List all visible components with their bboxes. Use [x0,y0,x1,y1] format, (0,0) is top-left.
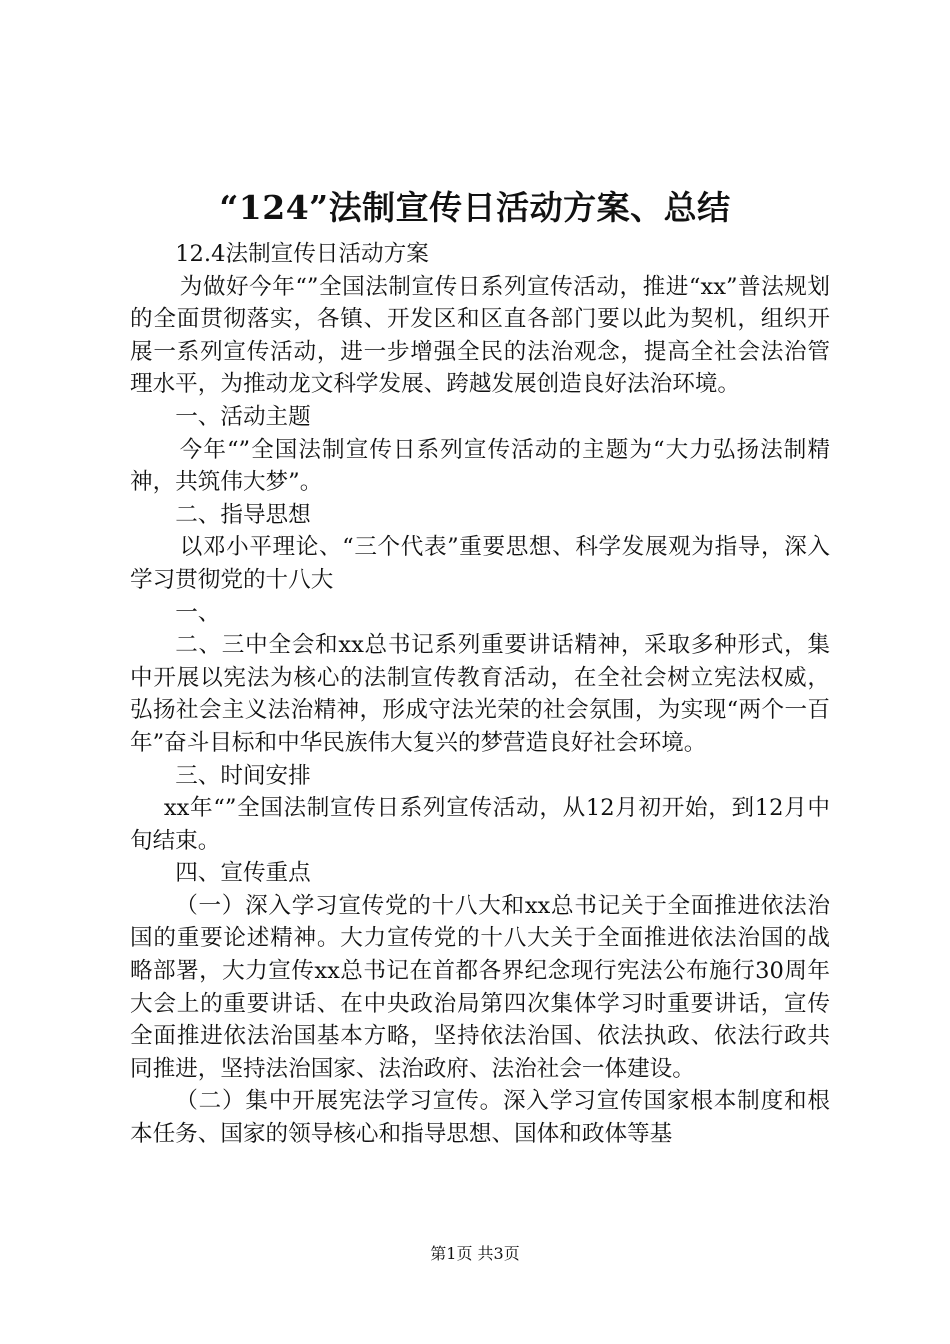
document-title: “124”法制宣传日活动方案、总结 [219,188,731,227]
paragraph-focus-one: （一）深入学习宣传党的十八大和xx总书记关于全面推进依法治国的重要论述精神。大力宣传党的十八大关于全面推进依法治国的战略部署，大力宣传xx总书记在首都各界纪念现行宪法公布施行30周年大会上的重要讲话、在中央政治局第四次集体学习时重要讲话，宣传全面推进依法治国基本方略，坚持依法治国、依法执政、依法行政共同推进，坚持法治国家、法治政府、法治社会一体建设。 [130,892,830,1082]
section-heading-theme: 一、活动主题 [175,403,311,430]
section-heading-schedule: 三、时间安排 [175,762,311,789]
paragraph-theme: 今年“”全国法制宣传日系列宣传活动的主题为“大力弘扬法制精神，共筑伟大梦”。 [130,436,830,496]
page-footer: 第1页 共3页 [430,1244,520,1263]
document-body [130,238,830,1151]
paragraph-guidance: 以邓小平理论、“三个代表”重要思想、科学发展观为指导，深入学习贯彻党的十八大 [130,534,830,593]
paragraph-guidance-continued: 二、三中全会和xx总书记系列重要讲话精神，采取多种形式，集中开展以宪法为核心的法制宣传教育活动，在全社会树立宪法权威，弘扬社会主义法治精神，形成守法光荣的社会氛围，为实现“两个一百年”奋斗目标和中华民族伟大复兴的梦营造良好社会环境。 [130,632,830,756]
section-heading-guidance: 二、指导思想 [175,501,311,528]
section-heading-focus: 四、宣传重点 [175,860,311,887]
paragraph-intro: 为做好今年“”全国法制宣传日系列宣传活动，推进“xx”普法规划的全面贯彻落实，各镇、开发区和区直各部门要以此为契机，组织开展一系列宣传活动，进一步增强全民的法治观念，提高全社会法治管理水平，为推动龙文科学发展、跨越发展创造良好法治环境。 [130,273,830,398]
paragraph-fragment: 一、 [175,599,221,626]
paragraph-focus-two: （二）集中开展宪法学习宣传。深入学习宣传国家根本制度和根本任务、国家的领导核心和指导思想、国体和政体等基 [130,1088,830,1148]
paragraph-schedule: xx年“”全国法制宣传日系列宣传活动，从12月初开始，到12月中旬结束。 [130,795,830,854]
paragraph-plan-heading: 12.4法制宣传日活动方案 [175,241,429,267]
